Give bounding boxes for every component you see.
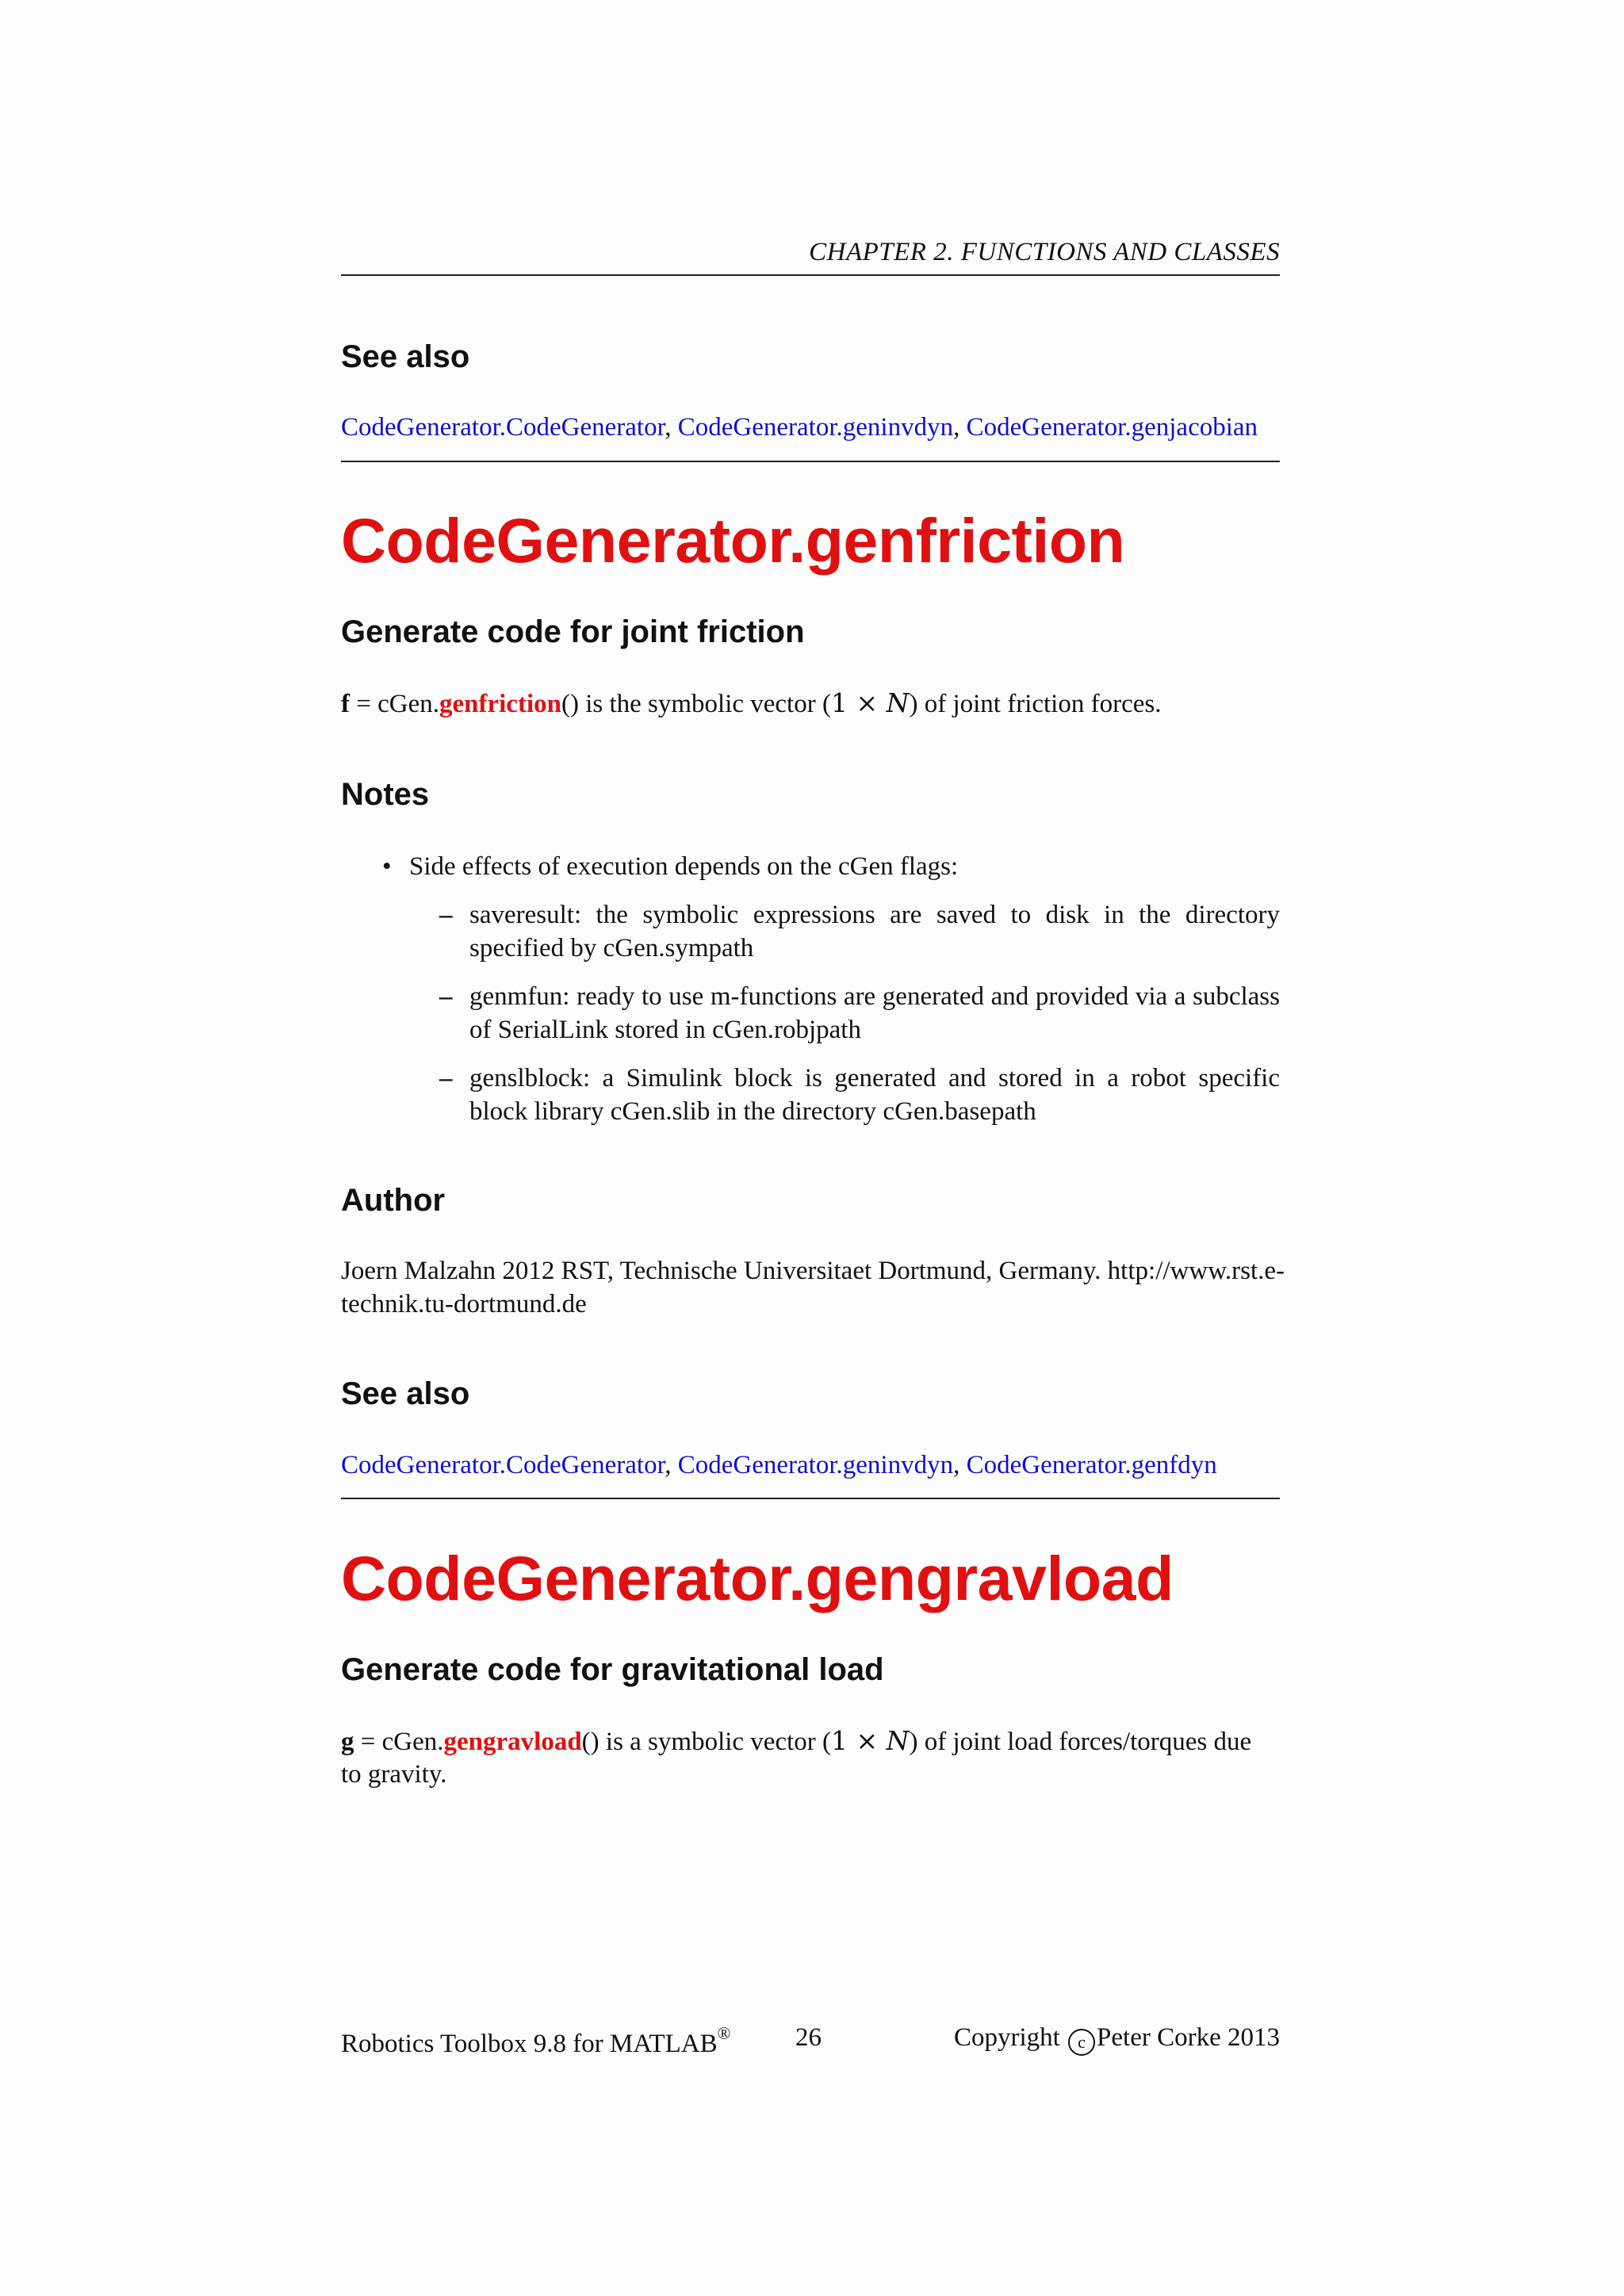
sub-list-item xyxy=(341,980,1280,1047)
dash-icon: – xyxy=(439,1064,453,1093)
bullet-icon: • xyxy=(382,852,392,881)
author-text-line: technik.tu-dortmund.de xyxy=(341,1290,587,1318)
function-title-genfriction: CodeGenerator.genfriction xyxy=(341,505,1125,576)
footer-title xyxy=(341,2023,730,2059)
page-number: 26 xyxy=(795,2023,822,2052)
function-description xyxy=(341,1724,1251,1758)
see-also-links xyxy=(341,1448,1217,1482)
desc-text: () is the symbolic vector ( xyxy=(561,690,831,718)
function-name-highlight: genfriction xyxy=(439,690,561,718)
link-codegenerator-geninvdyn[interactable]: CodeGenerator.geninvdyn xyxy=(677,413,954,442)
function-title-gengravload: CodeGenerator.gengravload xyxy=(341,1543,1174,1613)
desc-text: ) of joint friction forces. xyxy=(909,690,1162,718)
sub-item-text: genslblock: a Simulink block is generated and stored in a robot specific block library cGen.slib in the directory cGen.basepath xyxy=(469,1064,1280,1126)
function-subtitle: Generate code for gravitational load xyxy=(341,1652,884,1687)
see-also-heading: See also xyxy=(341,1376,470,1411)
header-rule xyxy=(341,274,1280,276)
sub-item-text: saveresult: the symbolic expressions are saved to disk in the directory specified by cGen.sympath xyxy=(469,901,1280,962)
link-separator: , xyxy=(665,1451,678,1479)
desc-text: ) of joint load forces/torques due xyxy=(909,1728,1252,1756)
copyright-author: Peter Corke 2013 xyxy=(1097,2023,1280,2052)
section-rule xyxy=(341,461,1280,462)
function-subtitle: Generate code for joint friction xyxy=(341,614,805,649)
math-one: 1 xyxy=(831,1725,848,1756)
math-times: × xyxy=(847,687,887,718)
notes-heading: Notes xyxy=(341,777,430,812)
bullet-text: Side effects of execution depends on the cGen flags: xyxy=(409,852,959,881)
footer-copyright xyxy=(954,2023,1280,2056)
link-separator: , xyxy=(953,1451,967,1479)
document-page xyxy=(341,0,1285,2296)
output-variable: g xyxy=(341,1728,354,1756)
function-description-line2: to gravity. xyxy=(341,1760,447,1789)
link-separator: , xyxy=(953,413,967,442)
link-codegenerator-genfdyn[interactable]: CodeGenerator.genfdyn xyxy=(966,1451,1217,1479)
link-codegenerator-geninvdyn[interactable]: CodeGenerator.geninvdyn xyxy=(677,1451,954,1479)
link-codegenerator-codegenerator[interactable]: CodeGenerator.CodeGenerator xyxy=(341,413,665,442)
math-n: N xyxy=(886,687,910,718)
math-times: × xyxy=(848,1725,887,1756)
dash-icon: – xyxy=(439,982,453,1011)
link-codegenerator-codegenerator[interactable]: CodeGenerator.CodeGenerator xyxy=(341,1451,665,1479)
sub-item-text: genmfun: ready to use m-functions are generated and provided via a subclass of SerialLink stored in cGen.robjpath xyxy=(469,982,1280,1044)
dash-icon: – xyxy=(439,901,453,929)
copyright-icon: c xyxy=(1068,2029,1095,2056)
desc-text: = cGen. xyxy=(354,1728,444,1756)
running-head: CHAPTER 2. FUNCTIONS AND CLASSES xyxy=(809,238,1280,266)
see-also-heading: See also xyxy=(341,339,470,374)
link-codegenerator-genjacobian[interactable]: CodeGenerator.genjacobian xyxy=(966,413,1258,442)
link-separator: , xyxy=(665,413,678,442)
registered-mark: ® xyxy=(717,2023,731,2043)
sub-list-item xyxy=(341,898,1280,965)
footer-title-text: Robotics Toolbox 9.8 for MATLAB xyxy=(341,2030,718,2058)
copyright-label: Copyright xyxy=(953,2023,1067,2052)
desc-text: () is a symbolic vector ( xyxy=(581,1728,831,1756)
function-name-highlight: gengravload xyxy=(443,1728,582,1756)
section-rule xyxy=(341,1498,1280,1499)
math-n: N xyxy=(886,1725,910,1756)
output-variable: f xyxy=(341,690,350,718)
desc-text: = cGen. xyxy=(350,690,439,718)
list-item xyxy=(341,850,1280,883)
author-text-line: Joern Malzahn 2012 RST, Technische Universitaet Dortmund, Germany. http://www.rst.e- xyxy=(341,1257,1285,1285)
see-also-links xyxy=(341,411,1258,444)
author-heading: Author xyxy=(341,1183,446,1218)
function-description xyxy=(341,687,1161,721)
math-one: 1 xyxy=(830,687,848,718)
sub-list-item xyxy=(341,1062,1280,1128)
